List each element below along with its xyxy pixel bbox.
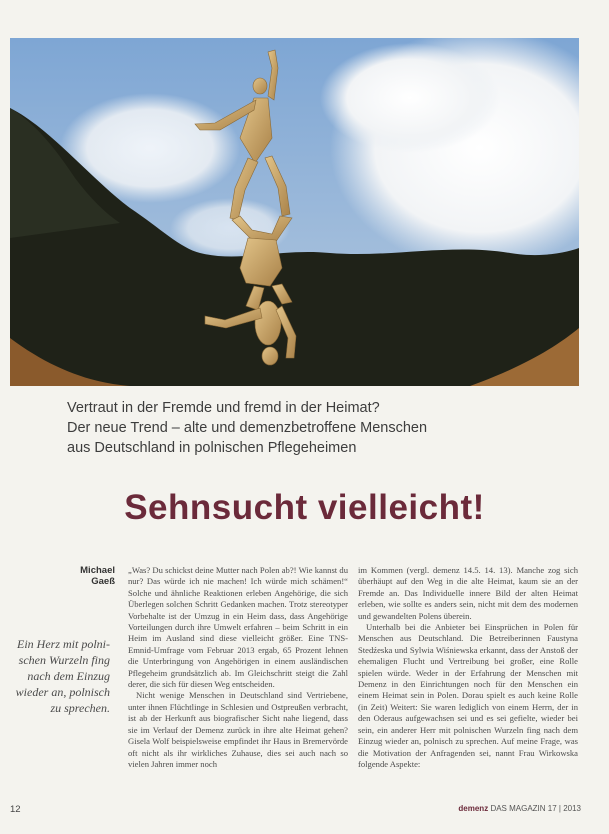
pull-quote-line: wieder an, polnisch	[15, 685, 110, 699]
body-column-1	[128, 565, 348, 791]
body-paragraph: „Was? Du schickst deine Mutter nach Polen ab?! Wie kannst du nur? Das würde ich nie machen! Ich würde mich schämen!“ Solche und ähnliche Reaktionen erleben Angehörige, die sich Überlegen solchen Schritt Gedanken machen. Trotz stereotyper Vorbehalte ist der Umzug in ein Heim dass, dass Angehörige Vorteilungen durch ihre Umwelt erfahren – beim Schritt in ein Heim im Ausland sind diese vielleicht größer. Eine TNS-Emnid-Umfrage vom Februar 2013 ergab, 65 Prozent lehnen die Unterbringung von Angehörigen in einem ausländischen Pflegeheim grundsätzlich ab. Im Gleichschritt steigt die Zahl derer, die sich für diesen Weg entscheiden.	[128, 565, 348, 690]
magazine-footer	[458, 804, 581, 813]
intro-line: aus Deutschland in polnischen Pflegeheimen	[67, 440, 357, 456]
magazine-brand: demenz	[458, 804, 489, 813]
pull-quote-line: Ein Herz mit polni-	[17, 637, 110, 651]
pull-quote-line: schen Wurzeln fing	[18, 653, 110, 667]
intro-deck	[67, 398, 537, 458]
body-paragraph: Unterhalb bei die Anbieter bei Einsprüchen in Polen für Menschen aus Deutschland. Die Betreiberinnen Faustyna Stedźeska und Sylwia Wiśniewska erkannt, dass der Anstoß der ehemaligen Flucht und Vertreibung bei großer, eine Rolle spielen würde. Weder in der Erfahrung der Menschen mit Demenz in den Einrichtungen noch für den Menschen ein einem Heimat sein in Polen. Dorau spielt es auch keine Rolle (in Zeit) Weitert: Sie waren lediglich von einem Herrn, der in den Oderaus aufgewachsen sei und es sei gefielte, wieder bei sein, ein anderer Herr mit polnischen Wurzeln fing nach dem Einzug wieder an, polnisch zu sprechen. Auf meine Frage, was die Motivation der Anfragenden sei, nannt Frau Wirkowska folgende Aspekte:	[358, 622, 578, 769]
body-column-2	[358, 565, 578, 791]
magazine-issue: DAS MAGAZIN 17 | 2013	[490, 804, 581, 813]
intro-line: Vertraut in der Fremde und fremd in der Heimat?	[67, 400, 380, 416]
wooden-figures-photo	[10, 38, 579, 386]
body-paragraph: im Kommen (vergl. demenz 14.5. 14. 13). Manche zog sich überhäupt auf den Weg in die alte Heimat, kaum sie an der Fremde an. Das Individuelle innere Bild der alten Heimat erleben, wie sollte es anders sein, nicht mit dem des modernen und gewandelten Polens überein.	[358, 565, 578, 621]
pull-quote	[6, 636, 110, 716]
pull-quote-line: zu sprechen.	[50, 701, 110, 715]
hero-photo	[10, 38, 579, 386]
body-paragraph: Nicht wenige Menschen in Deutschland sind Vertriebene, unter ihnen Flüchtlinge in Schlesien und Ostpreußen verbracht, ist ab der Herkunft aus biografischer Sicht nahe liegend, dass sie im Verlauf der Demenz zurück in ihre alte Heimat gehen? Gisela Wolf beispielsweise empfindet ihr Haus in Bremervörde oft nicht als ihr wirkliches Zuhause, dies sei auch nach so vielen Jahren immer noch	[128, 690, 348, 769]
pull-quote-line: nach dem Einzug	[27, 669, 110, 683]
article-headline: Sehnsucht vielleicht!	[124, 488, 485, 527]
intro-line: Der neue Trend – alte und demenzbetroffene Menschen	[67, 420, 428, 436]
author-byline: Michael Gaeß	[80, 565, 115, 587]
page-number: 12	[10, 804, 21, 815]
